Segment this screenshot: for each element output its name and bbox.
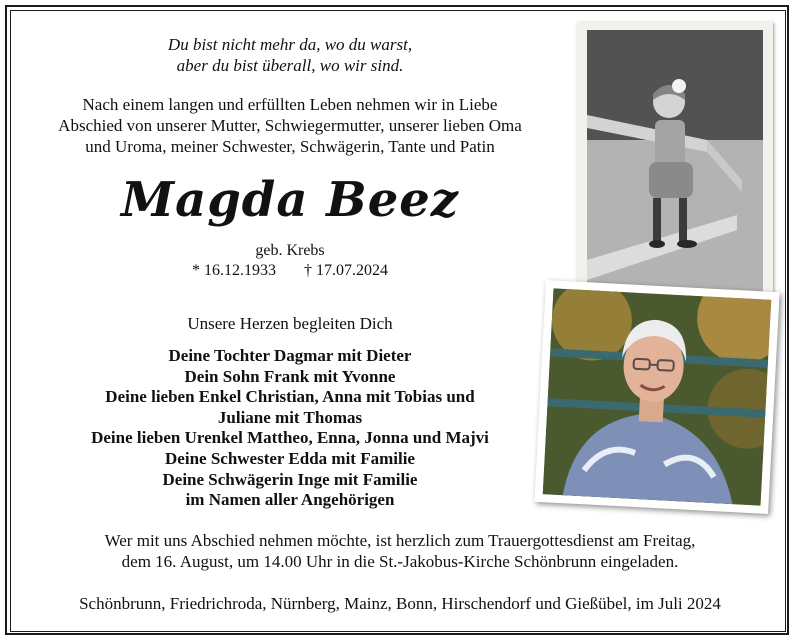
birth-date: * 16.12.1933 — [192, 262, 276, 279]
family-line: Deine Schwester Edda mit Familie — [165, 448, 415, 468]
family-line: im Namen aller Angehörigen — [185, 490, 395, 510]
service-notice — [20, 530, 780, 572]
places-date-line: Schönbrunn, Friedrichroda, Nürnberg, Mainz, Bonn, Hirschendorf und Gießübel, im Juli 2024 — [79, 594, 721, 613]
childhood-photo-image — [587, 30, 763, 306]
childhood-photo-illustration — [587, 30, 763, 306]
portrait-photo-illustration — [543, 288, 771, 505]
intro-line: Abschied von unserer Mutter, Schwiegermutter, unserer lieben Oma — [58, 116, 522, 135]
family-line: Deine lieben Enkel Christian, Anna mit Tobias und — [105, 387, 475, 407]
childhood-photo — [577, 22, 773, 316]
family-list — [40, 346, 540, 511]
family-line: Deine Schwägerin Inge mit Familie — [162, 469, 418, 489]
poem — [30, 34, 550, 76]
service-line: dem 16. August, um 14.00 Uhr in die St.-Jakobus-Kirche Schönbrunn eingeladen. — [121, 552, 679, 571]
hearts-line: Unsere Herzen begleiten Dich — [187, 314, 393, 333]
intro-line: und Uroma, meiner Schwester, Schwägerin, Tante und Patin — [85, 137, 495, 156]
family-line: Deine lieben Urenkel Mattheo, Enna, Jonna und Majvi — [91, 428, 489, 448]
life-dates — [120, 262, 460, 280]
poem-line: aber du bist überall, wo wir sind. — [176, 56, 404, 75]
family-line: Dein Sohn Frank mit Yvonne — [184, 366, 396, 386]
intro-line: Nach einem langen und erfüllten Leben nehmen wir in Liebe — [82, 95, 498, 114]
portrait-photo-image — [543, 288, 771, 505]
deceased-name: Magda Beez — [120, 172, 460, 228]
service-line: Wer mit uns Abschied nehmen möchte, ist herzlich zum Trauergottesdienst am Freitag, — [104, 531, 696, 550]
family-line: Juliane mit Thomas — [217, 407, 363, 427]
portrait-photo — [534, 280, 779, 514]
family-line: Deine Tochter Dagmar mit Dieter — [168, 346, 412, 365]
death-date: † 17.07.2024 — [304, 262, 388, 279]
poem-line: Du bist nicht mehr da, wo du warst, — [167, 35, 413, 54]
maiden-name: geb. Krebs — [255, 242, 325, 259]
intro-text — [20, 94, 560, 157]
